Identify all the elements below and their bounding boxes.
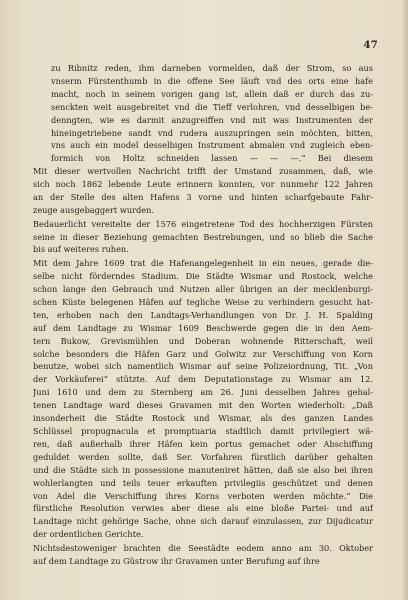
text-line: zu Ribnitz reden, ihm darneben vormelden, daß der Strom, so aus: [51, 63, 373, 73]
text-line: denngten, wie es darmit anzugreiffen vnd mit was Instrumenten der: [51, 114, 373, 125]
text-line: und die Städte sich in possessione manuteniret hätten, daß sie also bei ihren: [33, 464, 373, 475]
text-line: der ordentlichen Gerichte.: [33, 529, 144, 540]
text-line: ren, daß außerhalb ihrer Häfen kein portus gemachet oder Abschiffung: [33, 438, 373, 449]
text-line: wohlerlangten und teils teuer erkauften privilegiis geschützet und denen: [33, 477, 373, 488]
text-line: macht, noch in seinem vorigen gang ist, allein daß er durch das zu-: [51, 88, 373, 99]
text-line: selbe nicht förderndes Stadium. Die Städte Wismar und Rostock, welche: [33, 271, 373, 282]
text-line: von Adel die Verschiffung ihres Korns verboten werden möchte.“ Die: [33, 490, 373, 501]
text-line: Juni 1610 und dem zu Sternberg am 26. Juni desselben Jahres gehal-: [33, 387, 373, 398]
page-edge-shadow: [403, 0, 408, 600]
text-line: Landtage nicht gehörige Sache, ohne sich darauf einzulassen, zur Dijudicatur: [33, 516, 373, 527]
text-line: Bedauerlicht vereitelte der 1576 eingetretene Tod des hochherzigen Fürsten: [33, 218, 373, 229]
text-line: schon lange den Gebrauch und Nutzen aller übrigen an der mecklenburgi-: [33, 284, 373, 294]
text-line: hineingetriebene sandt vnd rudera auszupringen sein möchten, bitten,: [51, 127, 373, 138]
text-line: tern Bukow, Grevismühlen und Doberan wohnende Ritterschaft, weil: [33, 335, 373, 346]
text-line: benutze, wobei sich namentlich Wismar auf seine Polizeiordnung, Tit. „Von: [33, 361, 373, 372]
text-line: geduldet werden sollte, daß Ser. Vorfahren fürstlich darüber gehalten: [33, 451, 373, 462]
text-line: solche besonders die Häfen Garz und Golwitz zur Verschiffung von Korn: [33, 348, 373, 359]
text-line: bis auf weiteres ruhen.: [33, 244, 129, 255]
body-text: [33, 62, 373, 568]
text-line: zeuge ausgebaggert wurden.: [33, 204, 154, 215]
text-line: vnserm Fürstenthumb in die offene See läuft vnd des orts eine hafe: [51, 75, 373, 86]
text-line: sich noch 1862 lebende Leute erinnern konnten, vor nunmehr 122 Jahren: [33, 179, 373, 190]
page-number: 47: [363, 40, 378, 51]
text-line: Schlüssel propugnacula et promptuaria stadtlich damit privilegiert wä-: [33, 425, 373, 436]
text-line: an der Stelle des alten Hafens 3 vorne und hinten scharfgebaute Fahr-: [33, 192, 373, 203]
text-line: Mit dem Jahre 1609 trat die Hafenangelegenheit in ein neues, gerade die-: [33, 258, 373, 269]
paragraph: [33, 257, 373, 541]
text-line: seine in dieser Beziehung gemachten Bestrebungen, und so blieb die Sache: [33, 231, 373, 242]
text-line: der Vorkäuferei“ stützte. Auf dem Deputationstage zu Wismar am 12.: [33, 374, 373, 385]
text-line: fürstliche Resolution verwies aber diese als eine bloße Partei- und auf: [33, 503, 373, 514]
text-line: schen Küste belegenen Häfen auf tegliche Weise zu verhindern gesucht hat-: [33, 296, 373, 307]
text-line: vns auch ein model desselbigen Instrument abmalen vnd zugleich eben-: [51, 140, 373, 151]
text-line: auf dem Landtage zu Güstrow ihr Gravamen unter Berufung auf ihre: [33, 555, 320, 566]
paragraph: [33, 218, 373, 257]
text-line: tenen Landtage ward dieses Gravamen mit den Worten wiederholt: „Daß: [33, 400, 373, 411]
text-line: auf dem Landtage zu Wismar 1609 Beschwerde gegen die in den Aem-: [33, 322, 373, 333]
paragraph: [33, 542, 373, 568]
text-line: senckten weit ausgebreitet vnd die Tieff verlohren, vnd desselbigen be-: [51, 101, 373, 112]
text-line: formich von Holtz schneiden lassen — — —.“ Bei diesem: [51, 153, 373, 164]
text-line: Nichtsdestoweniger brachten die Seestädte eodem anno am 30. Oktober: [33, 542, 373, 553]
paragraph: [33, 62, 373, 217]
text-line: insonderheit die Städte Rostock und Wismar, als des ganzen Landes: [33, 413, 373, 424]
text-line: ten, erhoben nach den Landtags-Verhandlungen von Dr. J. H. Spalding: [33, 309, 373, 320]
text-line: Mit dieser wertvollen Nachricht trifft der Umstand zusammen, daß, wie: [33, 166, 373, 177]
